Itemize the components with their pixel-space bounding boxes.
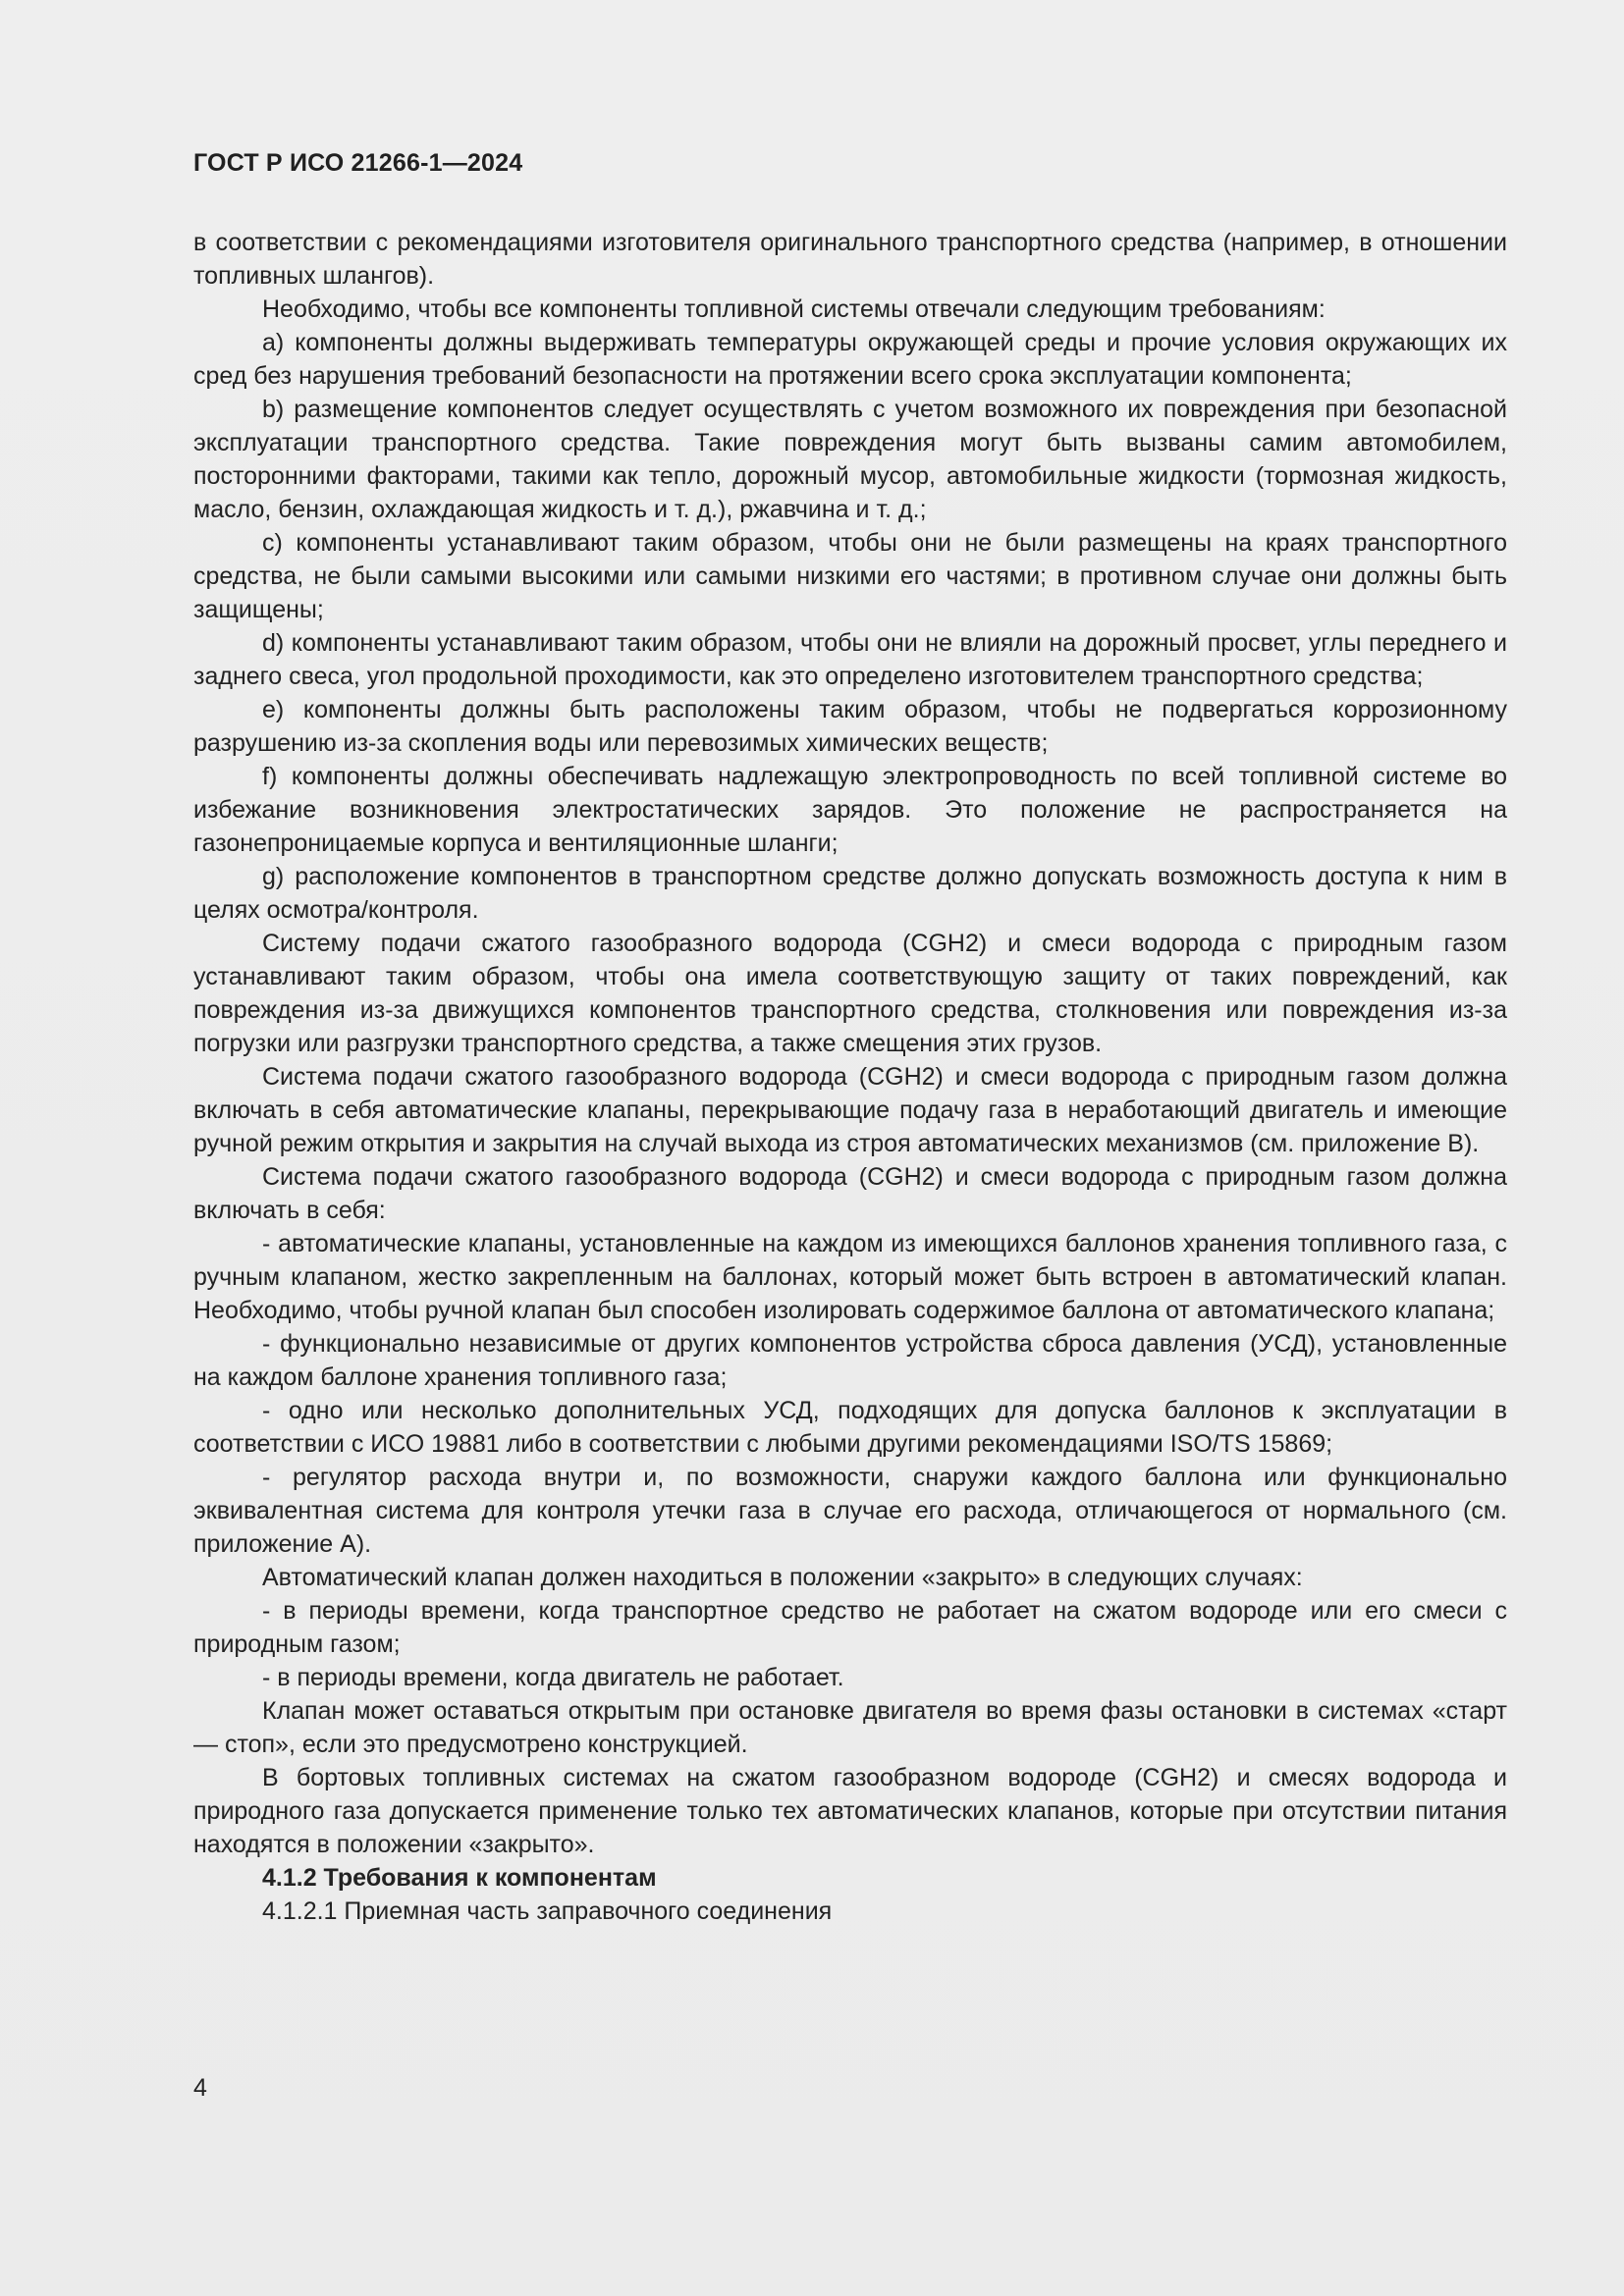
list-item-pressure-relief: - функционально независимые от других компонентов устройства сброса давления (УСД), установленные на каждом баллоне хранения топливного газа;: [193, 1330, 1507, 1391]
paragraph-closed-position: Автоматический клапан должен находиться в положении «закрыто» в следующих случаях:: [262, 1564, 1303, 1591]
requirement-item-d: d) компоненты устанавливают таким образом, чтобы они не влияли на дорожный просвет, углы переднего и заднего свеса, угол продольной проходимости, как это определено изготовителем транспортного средства;: [193, 629, 1507, 690]
paragraph-continuation: в соответствии с рекомендациями изготовителя оригинального транспортного средства (например, в отношении топливных шлангов).: [193, 229, 1507, 290]
page-number: 4: [193, 2074, 207, 2102]
list-item-automatic-valves: - автоматические клапаны, установленные на каждом из имеющихся баллонов хранения топливного газа, с ручным клапаном, жестко закрепленным на баллонах, который может быть встроен в автоматический клапан. Необходимо, чтобы ручной клапан был способен изолировать содержимое баллона от автоматического клапана;: [193, 1230, 1507, 1324]
paragraph-protection: Систему подачи сжатого газообразного водорода (CGH2) и смеси водорода с природным газом устанавливают таким образом, чтобы она имела соответствующую защиту от таких повреждений, как повреждения из-за движущихся компонентов транспортного средства, столкновения или повреждения из-за погрузки или разгрузки транспортного средства, а также смещения этих грузов.: [193, 930, 1507, 1057]
document-body: [193, 226, 1507, 1928]
subsection-heading-4-1-2-1: 4.1.2.1 Приемная часть заправочного соединения: [262, 1897, 833, 1925]
requirement-item-b: b) размещение компонентов следует осуществлять с учетом возможного их повреждения при безопасной эксплуатации транспортного средства. Такие повреждения могут быть вызваны самим автомобилем, посторонними факторами, такими как тепло, дорожный мусор, автомобильные жидкости (тормозная жидкость, масло, бензин, охлаждающая жидкость и т. д.), ржавчина и т. д.;: [193, 396, 1507, 523]
paragraph-automatic-valves: Система подачи сжатого газообразного водорода (CGH2) и смеси водорода с природным газом должна включать в себя автоматические клапаны, перекрывающие подачу газа в неработающий двигатель и имеющие ручной режим открытия и закрытия на случай выхода из строя автоматических механизмов (см. приложение B).: [193, 1063, 1507, 1157]
requirement-item-g: g) расположение компонентов в транспортном средстве должно допускать возможность доступа к ним в целях осмотра/контроля.: [193, 863, 1507, 924]
requirement-item-c: c) компоненты устанавливают таким образом, чтобы они не были размещены на краях транспортного средства, не были самыми высокими или самыми низкими его частями; в противном случае они должны быть защищены;: [193, 529, 1507, 623]
list-item-vehicle-not-running: - в периоды времени, когда транспортное средство не работает на сжатом водороде или его смеси с природным газом;: [193, 1597, 1507, 1658]
paragraph-normally-closed: В бортовых топливных системах на сжатом газообразном водороде (CGH2) и смесях водорода и природного газа допускается применение только тех автоматических клапанов, которые при отсутствии питания находятся в положении «закрыто».: [193, 1764, 1507, 1858]
paragraph-system-includes: Система подачи сжатого газообразного водорода (CGH2) и смеси водорода с природным газом должна включать в себя:: [193, 1163, 1507, 1224]
document-header: ГОСТ Р ИСО 21266-1—2024: [193, 149, 523, 177]
list-item-additional-prd: - одно или несколько дополнительных УСД, подходящих для допуска баллонов к эксплуатации в соответствии с ИСО 19881 либо в соответствии с любыми другими рекомендациями ISO/TS 15869;: [193, 1397, 1507, 1458]
list-item-engine-not-running: - в периоды времени, когда двигатель не работает.: [262, 1664, 844, 1691]
paragraph-start-stop: Клапан может оставаться открытым при остановке двигателя во время фазы остановки в системах «старт — стоп», если это предусмотрено конструкцией.: [193, 1697, 1507, 1758]
list-item-flow-regulator: - регулятор расхода внутри и, по возможности, снаружи каждого баллона или функционально эквивалентная система для контроля утечки газа в случае его расхода, отличающегося от нормального (см. приложение А).: [193, 1464, 1507, 1558]
paragraph-requirements-intro: Необходимо, чтобы все компоненты топливной системы отвечали следующим требованиям:: [262, 295, 1326, 323]
section-heading-4-1-2: 4.1.2 Требования к компонентам: [262, 1864, 657, 1892]
requirement-item-a: a) компоненты должны выдерживать температуры окружающей среды и прочие условия окружающих их сред без нарушения требований безопасности на протяжении всего срока эксплуатации компонента;: [193, 329, 1507, 390]
requirement-item-e: e) компоненты должны быть расположены таким образом, чтобы не подвергаться коррозионному разрушению из-за скопления воды или перевозимых химических веществ;: [193, 696, 1507, 757]
requirement-item-f: f) компоненты должны обеспечивать надлежащую электропроводность по всей топливной системе во избежание возникновения электростатических зарядов. Это положение не распространяется на газонепроницаемые корпуса и вентиляционные шланги;: [193, 763, 1507, 857]
